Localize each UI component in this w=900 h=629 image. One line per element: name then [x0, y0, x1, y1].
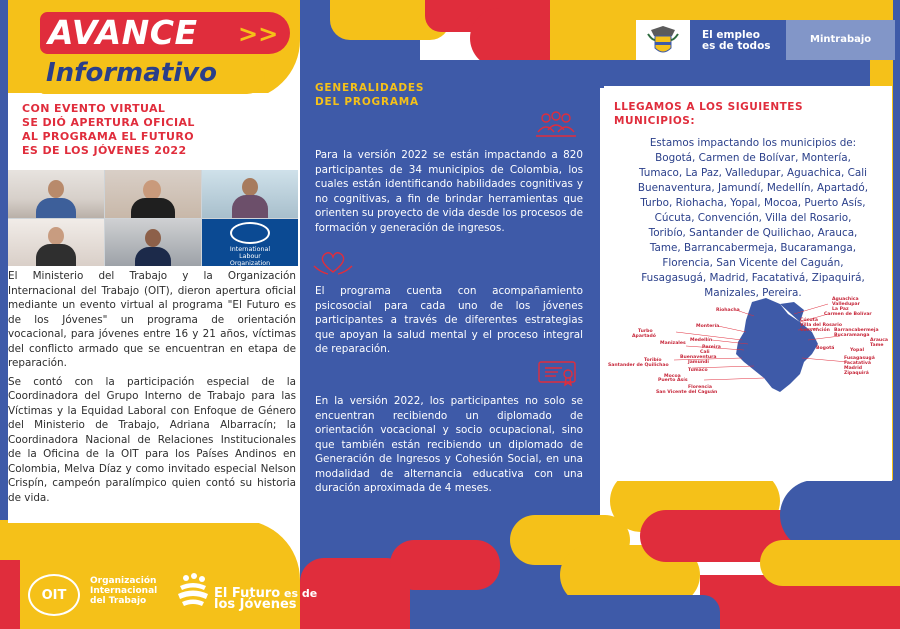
map-label: Convención: [800, 328, 830, 333]
municipalities-list: [612, 136, 894, 301]
right-heading-line: MUNICIPIOS:: [614, 115, 696, 127]
municipalities-line: Tame, Barrancabermeja, Bucaramanga,: [649, 242, 857, 254]
map-label: Bucaramanga: [834, 333, 870, 338]
map-label: Madrid: [844, 366, 863, 371]
ilo-badge-line: Labour: [239, 253, 261, 260]
participant-tile: [105, 170, 201, 218]
gov-brand-bar: [636, 20, 895, 60]
oit-name-line: del Trabajo: [90, 596, 147, 606]
coat-of-arms-box: [636, 20, 690, 60]
blue-band-top-right: [600, 60, 900, 88]
middle-paragraph-3: En la versión 2022, los participantes no solo se encuentran recibiendo un diplomado de orientación vocacional y socio ocupacional, sino que también están recibiendo un diplomado de Generación de Ingresos y Cohesión Social, en una modalidad de alternancia educativa con una duración aproximada de 4 meses.: [315, 395, 583, 494]
left-heading-line: CON EVENTO VIRTUAL: [22, 102, 166, 115]
map-label: Jamundí: [688, 360, 709, 365]
oit-name-line: Internacional: [90, 586, 158, 596]
futuro-program-name: [214, 588, 317, 610]
participant-tile-ilo: [202, 219, 298, 266]
map-label: Fusagasugá: [844, 356, 875, 361]
red-edge-bottom-left: [0, 560, 20, 629]
map-label: Santander de Quilichao: [608, 363, 669, 368]
participant-tile: [105, 219, 201, 266]
municipalities-line: Florencia, San Vicente del Caguán,: [662, 257, 844, 269]
map-label: Villa del Rosario: [800, 323, 842, 328]
map-label: Pereira: [702, 345, 721, 350]
middle-paragraph-1: Para la versión 2022 se están impactando a 820 participantes de 34 municipios de Colombia, los cuales están identificando habilidades cognitivas y no cognitivas, a fin de brindar herramientas que orienten su proyecto de vida desde los procesos de formación y generación de ingresos.: [315, 149, 583, 234]
futuro-text-line1b: es de: [284, 587, 318, 600]
map-label: Yopal: [850, 348, 865, 353]
map-label: Turbo: [638, 329, 653, 334]
municipalities-line: Manizales, Pereira.: [704, 287, 802, 299]
municipalities-line: Cúcuta, Convención, Villa del Rosario,: [654, 212, 852, 224]
right-heading-line: LLEGAMOS A LOS SIGUIENTES: [614, 101, 804, 113]
map-label: Valledupar: [832, 302, 860, 307]
ilo-badge-text: [206, 246, 294, 266]
heart-hands-icon: [312, 248, 354, 278]
middle-heading-line: DEL PROGRAMA: [315, 96, 419, 108]
oit-name: [90, 576, 157, 606]
middle-heading-line: GENERALIDADES: [315, 82, 425, 94]
map-label: Puerto Asís: [658, 378, 688, 383]
map-label: Florencia: [688, 385, 712, 390]
left-heading: [22, 102, 262, 158]
ilo-badge-line: Organization: [229, 260, 271, 266]
municipalities-line: Tumaco, La Paz, Valledupar, Aguachica, Cali: [639, 167, 867, 179]
left-heading-line: AL PROGRAMA EL FUTURO: [22, 130, 194, 143]
map-label: Tumaco: [688, 368, 708, 373]
map-label: Bogotá: [816, 346, 835, 351]
ilo-globe-icon: [230, 222, 270, 244]
left-paragraph: El Ministerio del Trabajo y la Organización Internacional del Trabajo (OIT), dieron apertura oficial mediante un evento virtual al programa "El Futuro es de los Jóvenes" un programa de orientación vocacional, para jóvenes entre 16 y 21 años, víctimas del conflicto armado que se encuentran en etapa de reparación.: [8, 270, 296, 369]
colombia-map: [604, 292, 894, 402]
map-label: Riohacha: [716, 308, 740, 313]
map-label: San Vicente del Caguán: [656, 390, 718, 395]
map-label: La Paz: [832, 307, 849, 312]
map-label: Cali: [700, 350, 710, 355]
map-label: Facatativá: [844, 361, 871, 366]
map-label: Buenaventura: [680, 355, 717, 360]
map-label: Arauca: [870, 338, 889, 343]
participant-tile: [8, 170, 104, 218]
map-label: Aguachica: [832, 297, 859, 302]
municipalities-line: Toribío, Santander de Quilichao, Arauca,: [648, 227, 858, 239]
audience-icon: [534, 110, 578, 140]
middle-paragraph-2: El programa cuenta con acompañamiento psicosocial para cada uno de los jóvenes participantes a través de diferentes estrategias que apoyan la salud mental y el proceso integral de reparación.: [315, 285, 583, 355]
left-heading-line: SE DIÓ APERTURA OFICIAL: [22, 116, 195, 129]
certificate-icon: [536, 358, 580, 388]
map-label: Apartadó: [632, 334, 656, 339]
ilo-badge-line: International: [229, 246, 271, 253]
brand-tagline: [702, 30, 771, 52]
map-label: Barrancabermeja: [834, 328, 879, 333]
municipalities-line: Bogotá, Carmen de Bolívar, Montería,: [655, 152, 851, 164]
right-heading: [614, 100, 874, 128]
map-label: Medellín: [690, 338, 713, 343]
yellow-blob-bottom-4: [760, 540, 900, 586]
map-label: Toribío: [644, 358, 662, 363]
left-paragraph: Se contó con la participación especial de la Coordinadora del Grupo Interno de Trabajo para las Víctimas y la Equidad Laboral con Enfoque de Género del Ministerio de Trabajo, Adriana Albarracín; la Coordinadora Nacional de Relaciones Institucionales de la Oficina de la OIT para los Países Andinos en Colombia, Melva Díaz y como invitado especial Nelson Crispín, campeón paralímpico quien contó su historia de vida.: [8, 375, 296, 504]
ministry-name: Mintrabajo: [810, 34, 872, 45]
title-avance: AVANCE: [48, 13, 198, 52]
futuro-text-line1: El Futuro: [214, 586, 281, 601]
map-label: Cúcuta: [800, 318, 818, 323]
brand-tagline-l1: El empleo: [702, 29, 760, 41]
title-arrows: >>: [238, 20, 279, 48]
oit-logo-icon: [28, 574, 80, 616]
colombia-map-shape: [604, 292, 894, 402]
blue-blob-bottom-5: [550, 595, 720, 629]
left-heading-line: ES DE LOS JÓVENES 2022: [22, 144, 187, 157]
municipalities-line: Turbo, Riohacha, Yopal, Mocoa, Puerto Asís,: [640, 197, 866, 209]
title-informativo: Informativo: [46, 58, 217, 88]
map-label: Tame: [870, 343, 884, 348]
map-label: Zipaquirá: [844, 371, 869, 376]
oit-name-line: Organización: [90, 576, 157, 586]
left-body: [8, 269, 296, 505]
red-blob-bottom-2: [390, 540, 500, 590]
municipalities-line: Buenaventura, Jamundí, Medellín, Apartadó,: [637, 182, 869, 194]
map-label: Manizales: [660, 341, 686, 346]
map-label: Montería: [696, 324, 720, 329]
municipalities-line: Estamos impactando los municipios de:: [649, 137, 857, 149]
map-label: Mocoa: [664, 374, 681, 379]
futuro-program-logo-icon: [176, 572, 210, 608]
map-label: Carmen de Bolívar: [824, 312, 872, 317]
video-call-photo: [8, 170, 298, 266]
middle-heading: [315, 81, 424, 109]
oit-abbr: OIT: [41, 588, 67, 603]
participant-tile: [202, 170, 298, 218]
futuro-text-line2: los Jóvenes: [214, 597, 297, 612]
brand-tagline-l2: es de todos: [702, 40, 771, 52]
participant-tile: [8, 219, 104, 266]
coat-of-arms-icon: [636, 20, 690, 60]
municipalities-line: Fusagasugá, Madrid, Facatativá, Zipaquirá,: [641, 272, 865, 284]
